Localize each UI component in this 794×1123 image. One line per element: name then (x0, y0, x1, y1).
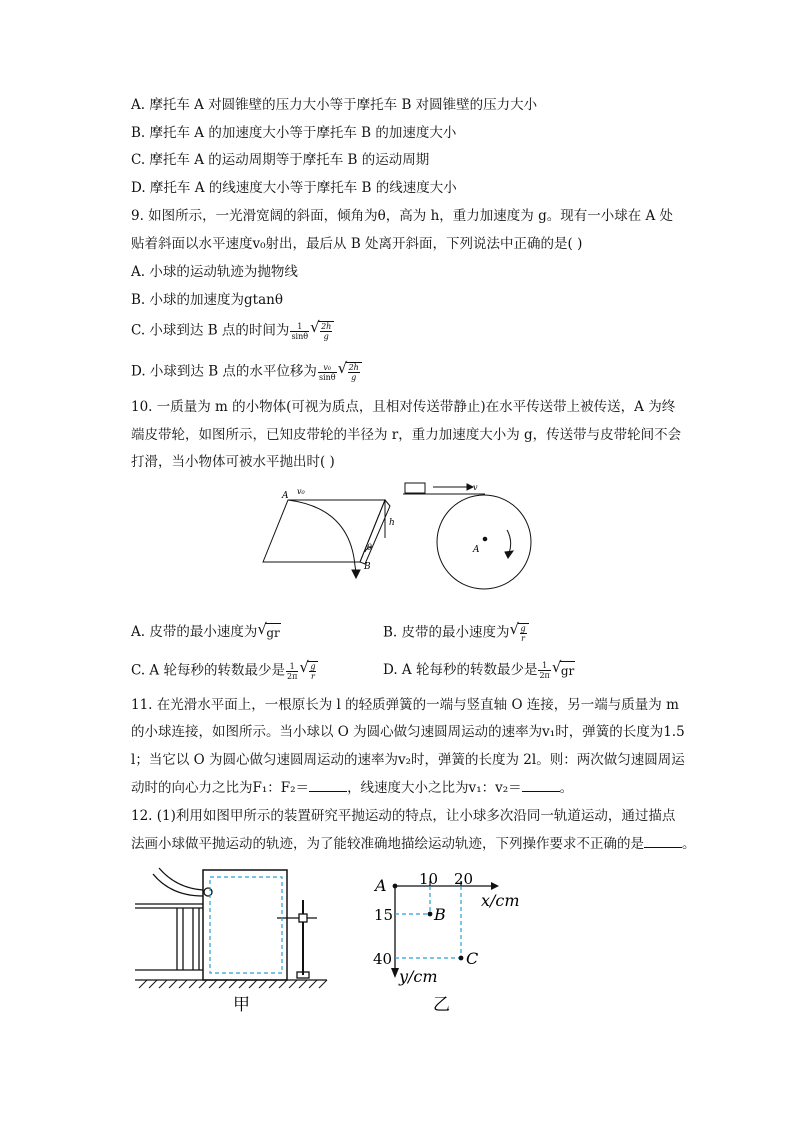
q10-option-c-text: C. A 轮每秒的转数最少是 (131, 662, 285, 679)
q9-stem-line1: 9. 如图所示，一光滑宽阔的斜面，倾角为θ，高为 h，重力加速度为 g。现有一小球在 A 处 (131, 208, 674, 224)
q10-option-a-text: A. 皮带的最小速度为 (131, 624, 258, 640)
q11-line4-part1: 动时的向心力之比为F₁：F₂＝ (131, 780, 310, 796)
q9-option-d (131, 362, 362, 382)
q11-line3: l；当它以 O 为圆心做匀速圆周运动的速率为v₂时，弹簧的长度为 2l。则：两次做匀速圆周运 (131, 752, 685, 768)
sqrt: √ $\frac{g}{r}$ (511, 623, 529, 643)
q8-option-a: A. 摩托车 A 对圆锥壁的压力大小等于摩托车 B 对圆锥壁的压力大小 (131, 97, 538, 113)
label-b: B (364, 562, 371, 572)
q11-line4-part2: ，线速度大小之比为v₁：v₂＝ (347, 780, 522, 796)
tick-20: 20 (454, 870, 474, 888)
sqrt: √ gr (553, 661, 575, 680)
figure-jia (131, 860, 331, 1020)
fraction: $\frac{1}{2\pi}$ (286, 661, 298, 681)
label-jia: 甲 (233, 995, 250, 1015)
label-h: h (389, 518, 395, 528)
q10-option-d (383, 661, 575, 680)
label-v: v (473, 483, 478, 492)
q10-option-a (131, 623, 281, 642)
q10-option-b (383, 623, 529, 643)
q11-line2: 的小球连接，如图所示。当小球以 O 为圆心做匀速圆周运动的速率为v₁时，弹簧的长度为1.5 (131, 724, 685, 740)
sqrt: √ $\frac{2h}{g}$ (311, 321, 334, 341)
tick-15: 15 (374, 906, 394, 924)
q12-line2-end: 。 (682, 836, 696, 852)
label-yi: 乙 (433, 995, 450, 1015)
q12-line1: 12. (1)利用如图甲所示的装置研究平抛运动的特点，让小球多次沿同一轨道运动，通过描点 (131, 808, 676, 824)
paper-dashed-outline (210, 877, 282, 973)
q11-line1: 11. 在光滑水平面上，一根原长为 l 的轻质弹簧的一端与竖直轴 O 连接，另一端与质量为 m (131, 697, 679, 713)
q10-stem-line2: 端皮带轮，如图所示，已知皮带轮的半径为 r，重力加速度大小为 g，传送带与皮带轮间不会 (131, 427, 682, 443)
label-v0: v₀ (297, 487, 305, 496)
fraction: $\frac{1}{\sin\theta}$ (291, 321, 309, 341)
y-axis-label: y/cm (399, 967, 438, 986)
q10-stem-line3: 打滑，当小物体可被水平抛出时( ) (131, 454, 335, 470)
incline-figure (263, 500, 390, 578)
answer-blank-1[interactable] (309, 779, 347, 792)
q10-stem-line1: 10. 一质量为 m 的小物体(可视为质点，且相对传送带静止)在水平传送带上被传送，A 为终 (131, 399, 676, 415)
label-wheel-a: A (473, 545, 480, 555)
q8-option-d: D. 摩托车 A 的线速度大小等于摩托车 B 的线速度大小 (131, 180, 457, 196)
q9-option-c-text: C. 小球到达 B 点的时间为 (131, 322, 290, 339)
q10-option-c (131, 661, 318, 681)
fraction: $\frac{1}{2\pi}$ (539, 661, 550, 680)
y-axis-arrow (391, 968, 399, 978)
q10-option-d-text: D. A 轮每秒的转数最少是 (383, 662, 538, 678)
fraction: $\frac{\text{v₀}}{\sin\theta}$ (318, 362, 336, 382)
q8-option-b: B. 摩托车 A 的加速度大小等于摩托车 B 的加速度大小 (131, 125, 457, 141)
grid-dashed-lines (395, 886, 461, 958)
q9-option-b: B. 小球的加速度为gtanθ (131, 292, 283, 308)
sqrt: √ gr (258, 623, 280, 642)
conveyor-figure (403, 483, 531, 589)
point-b (428, 912, 433, 917)
point-c (459, 956, 464, 961)
point-a (393, 884, 398, 889)
q8-option-c: C. 摩托车 A 的运动周期等于摩托车 B 的运动周期 (131, 152, 430, 168)
label-a: A (375, 876, 387, 895)
label-c: C (466, 949, 479, 968)
tick-10: 10 (419, 870, 439, 888)
label-a: A (282, 491, 289, 501)
x-axis-label: x/cm (481, 891, 520, 910)
answer-blank-2[interactable] (522, 779, 560, 792)
q9-option-c (131, 321, 334, 341)
figure-yi (365, 862, 535, 1022)
q9-option-a: A. 小球的运动轨迹为抛物线 (131, 264, 298, 280)
x-axis-arrow (491, 882, 499, 890)
q11-line4-part3: 。 (559, 780, 574, 796)
q10-option-b-text: B. 皮带的最小速度为 (383, 624, 510, 641)
label-theta: θ (367, 543, 372, 552)
sqrt: √ $\frac{g}{r}$ (300, 661, 318, 681)
q10-figure (255, 478, 555, 593)
q12-line2 (131, 835, 696, 853)
q9-stem-line2: 贴着斜面以水平速度v₀射出，最后从 B 处离开斜面，下列说法中正确的是( ) (131, 236, 583, 252)
tick-40: 40 (373, 950, 393, 968)
sqrt: √ $\frac{2h}{g}$ (339, 362, 362, 382)
q9-option-d-text: D. 小球到达 B 点的水平位移为 (131, 363, 317, 380)
q12-line2-text: 法画小球做平抛运动的轨迹，为了能较准确地描绘运动轨迹，下列操作要求不正确的是 (131, 836, 644, 852)
q11-line4 (131, 779, 573, 797)
label-b: B (434, 905, 446, 924)
answer-blank-3[interactable] (644, 835, 682, 848)
